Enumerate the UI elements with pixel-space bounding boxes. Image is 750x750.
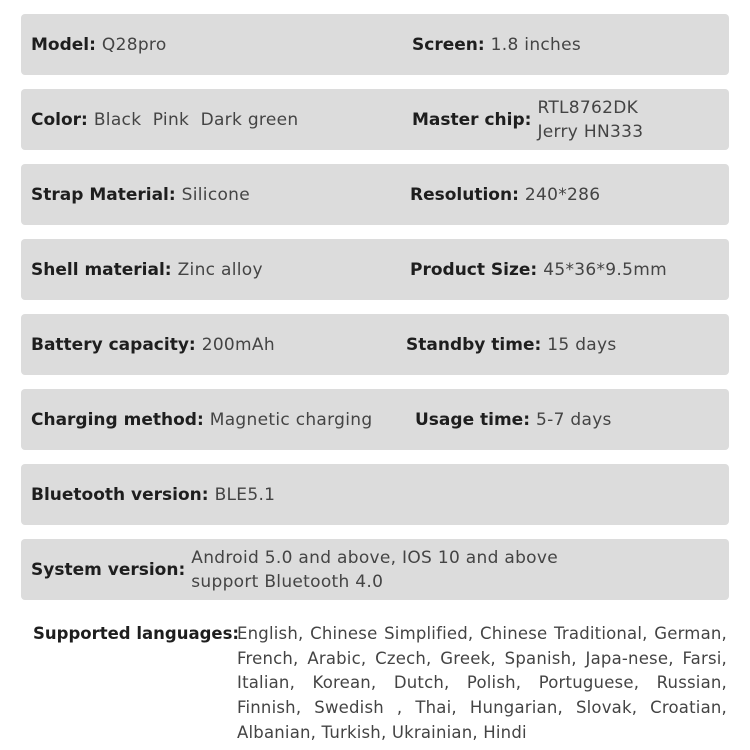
strap-material-value: Silicone xyxy=(181,184,251,205)
spec-row-system xyxy=(21,539,729,600)
bluetooth-version-label: Bluetooth version: xyxy=(31,484,209,505)
standby-time-value: 15 days xyxy=(547,334,617,355)
spec-row-strap-resolution xyxy=(21,164,729,225)
spec-system-version xyxy=(31,539,558,600)
spec-row-model-screen xyxy=(21,14,729,75)
spec-usage-time xyxy=(415,389,612,450)
model-value: Q28pro xyxy=(101,34,167,55)
battery-capacity-label: Battery capacity: xyxy=(31,334,196,355)
spec-resolution xyxy=(410,164,600,225)
charging-method-value: Magnetic charging xyxy=(209,409,373,430)
system-version-value xyxy=(191,546,558,594)
spec-row-charging-usage xyxy=(21,389,729,450)
system-version-value-line: support Bluetooth 4.0 xyxy=(191,571,384,592)
strap-material-label: Strap Material: xyxy=(31,184,176,205)
spec-bluetooth-version xyxy=(31,464,275,525)
color-value: Black Pink Dark green xyxy=(93,109,299,130)
supported-languages-value: English, Chinese Simplified, Chinese Traditional, German, French, Arabic, Czech, Greek, Spanish, Japa-nese, Farsi, Italian, Korean, Dutch, Polish, Portuguese, Russian, Finnish, Swedish , Thai, Hungarian, Slovak, Croatian, Albanian, Turkish, Ukrainian, Hindi xyxy=(237,624,727,742)
spec-standby-time xyxy=(406,314,617,375)
master-chip-value-line: Jerry HN333 xyxy=(537,121,644,142)
spec-row-battery-standby xyxy=(21,314,729,375)
bluetooth-version-value: BLE5.1 xyxy=(214,484,276,505)
product-size-label: Product Size: xyxy=(410,259,538,280)
spec-row-bluetooth xyxy=(21,464,729,525)
master-chip-value-line: RTL8762DK xyxy=(537,97,639,118)
product-size-value: 45*36*9.5mm xyxy=(543,259,667,280)
color-label: Color: xyxy=(31,109,88,130)
master-chip-value xyxy=(537,96,643,144)
spec-row-shell-size xyxy=(21,239,729,300)
spec-shell-material xyxy=(31,239,263,300)
spec-master-chip xyxy=(412,89,643,150)
resolution-value: 240*286 xyxy=(524,184,601,205)
spec-product-size xyxy=(410,239,667,300)
shell-material-value: Zinc alloy xyxy=(177,259,263,280)
screen-value: 1.8 inches xyxy=(490,34,582,55)
master-chip-label: Master chip: xyxy=(412,109,532,130)
resolution-label: Resolution: xyxy=(410,184,519,205)
spec-screen xyxy=(412,14,581,75)
charging-method-label: Charging method: xyxy=(31,409,204,430)
spec-row-color-chip xyxy=(21,89,729,150)
usage-time-label: Usage time: xyxy=(415,409,531,430)
spec-model xyxy=(31,14,167,75)
spec-charging-method xyxy=(31,389,372,450)
spec-battery-capacity xyxy=(31,314,275,375)
spec-strap-material xyxy=(31,164,250,225)
shell-material-label: Shell material: xyxy=(31,259,172,280)
battery-capacity-value: 200mAh xyxy=(201,334,275,355)
screen-label: Screen: xyxy=(412,34,485,55)
model-label: Model: xyxy=(31,34,96,55)
system-version-label: System version: xyxy=(31,559,186,580)
usage-time-value: 5-7 days xyxy=(536,409,612,430)
standby-time-label: Standby time: xyxy=(406,334,542,355)
spec-color xyxy=(31,89,298,150)
system-version-value-line: Android 5.0 and above, IOS 10 and above xyxy=(191,547,558,568)
supported-languages-label: Supported languages: xyxy=(33,624,240,643)
